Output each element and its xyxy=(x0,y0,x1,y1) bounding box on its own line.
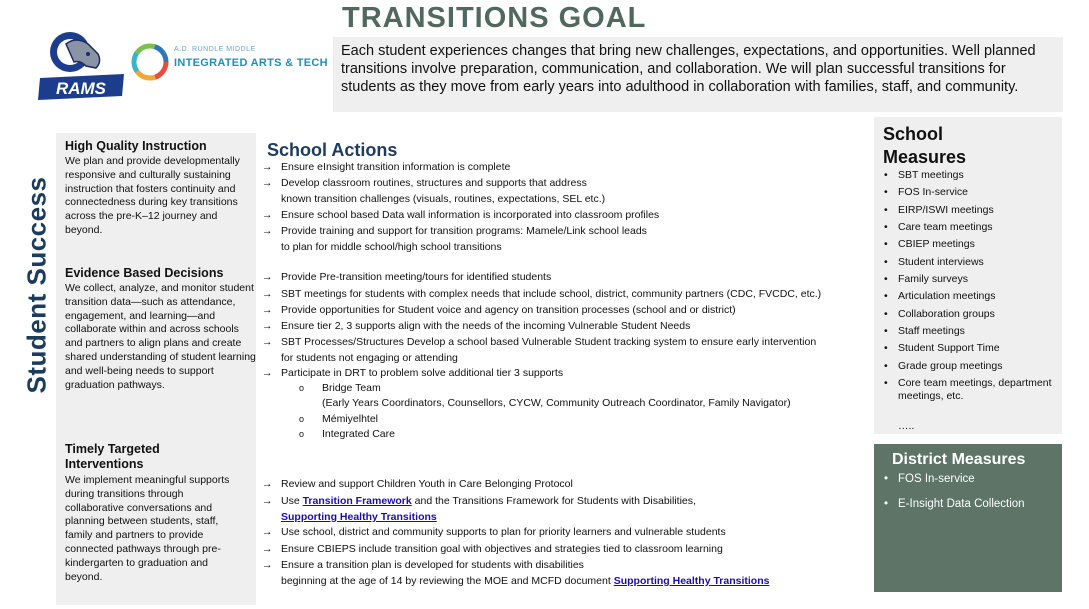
action-text-pre: beginning at the age of 14 by reviewing the MOE and MCFD document xyxy=(281,574,614,587)
school-measures-title-line2: Measures xyxy=(883,147,967,167)
school-logo-ring-icon xyxy=(130,42,170,82)
arrow-icon: → xyxy=(262,526,273,538)
arrow-icon: → xyxy=(262,367,273,379)
action-text-pre: Use xyxy=(281,495,303,507)
list-item-text: E-Insight Data Collection xyxy=(898,498,1025,510)
supporting-healthy-transitions-doc-link[interactable]: Supporting Healthy Transitions xyxy=(613,574,770,587)
intro-text: Each student experiences changes that bring new challenges, expectations, and opportunities. Well planned transitions involve preparation, communication, and collaboration. We will plan successful transitions for students as they move from early years into adulthood in collaboration with families, staff, and community. xyxy=(333,37,1063,112)
circle-bullet-icon: o xyxy=(299,383,305,393)
arrow-icon: → xyxy=(262,559,273,571)
section-heading: Evidence Based Decisions xyxy=(65,266,224,280)
school-measures-title-line1: School xyxy=(883,124,944,144)
side-title xyxy=(20,145,54,425)
bullet-icon: • xyxy=(884,359,888,372)
list-item xyxy=(884,497,1054,511)
bullet-icon: • xyxy=(884,307,888,320)
more-indicator: ….. xyxy=(898,420,915,432)
action-text: Use school, district and community supports to plan for priority learners and vulnerable students xyxy=(281,526,726,538)
sub-item-integrated-care xyxy=(299,427,395,443)
action-text: Ensure eInsight transition information is complete xyxy=(281,161,511,173)
arrow-icon: → xyxy=(262,288,273,300)
action-text-line2: to plan for middle school/high school transitions xyxy=(281,240,502,253)
sub-item-text: Integrated Care xyxy=(322,428,395,440)
action-item xyxy=(262,224,874,255)
transition-framework-link[interactable]: Transition Framework xyxy=(302,495,412,507)
side-title-text: Student Success xyxy=(21,176,52,394)
action-text: SBT Processes/Structures Develop a school based Vulnerable Student tracking system to ensure early intervention xyxy=(281,336,817,348)
bullet-icon: • xyxy=(884,342,888,355)
list-item-text: Care team meetings xyxy=(898,221,993,234)
list-item-text: Articulation meetings xyxy=(898,290,996,303)
school-logo-line1: A.D. RUNDLE MIDDLE xyxy=(174,46,256,53)
action-text-line2 xyxy=(281,510,874,526)
action-item xyxy=(262,542,874,558)
supporting-healthy-transitions-link[interactable]: Supporting Healthy Transitions xyxy=(281,510,437,523)
action-item xyxy=(262,287,874,303)
arrow-icon: → xyxy=(262,161,273,173)
list-item-text: Grade group meetings xyxy=(898,359,1003,372)
action-text: Participate in DRT to problem solve additional tier 3 supports xyxy=(281,367,564,379)
list-item-text: Core team meetings, department meetings, etc. xyxy=(898,377,1052,403)
list-item-text: Collaboration groups xyxy=(898,307,995,320)
arrow-icon: → xyxy=(262,209,273,221)
action-item xyxy=(262,335,874,366)
list-item xyxy=(884,290,1060,303)
list-item xyxy=(884,377,1060,403)
arrow-icon: → xyxy=(262,304,273,316)
sub-item-note: (Early Years Coordinators, Counsellors, CYCW, Community Outreach Coordinator, Family Navigator) xyxy=(322,397,791,409)
action-item xyxy=(262,558,874,589)
action-text: Ensure CBIEPS include transition goal with objectives and strategies tied to classroom learning xyxy=(281,543,723,555)
list-item xyxy=(884,325,1060,338)
action-text: Provide training and support for transition programs: Mamele/Link school leads xyxy=(281,225,647,237)
action-text-line2: for students not engaging or attending xyxy=(281,351,458,364)
school-measures-title xyxy=(883,123,966,169)
section-high-quality-instruction xyxy=(65,139,257,238)
action-text: Ensure a transition plan is developed for students with disabilities xyxy=(281,559,584,571)
list-item-text: EIRP/ISWI meetings xyxy=(898,203,994,216)
bullet-icon: • xyxy=(884,290,888,303)
bullet-icon: • xyxy=(884,169,888,181)
bullet-icon: • xyxy=(884,377,888,390)
sub-item-text: Mémiyelhtel xyxy=(322,413,379,425)
section-body: We collect, analyze, and monitor student transition data—such as attendance, engagement, and learning—and collaborate within and across schools and partners to align plans and create shared understanding of student learning and well-being needs to support graduation pathways. xyxy=(65,282,256,391)
action-text xyxy=(281,494,874,510)
section-timely-targeted-interventions xyxy=(65,442,215,472)
bullet-icon: • xyxy=(884,473,889,485)
school-measures-list xyxy=(884,169,1060,407)
section-timely-body-wrap xyxy=(65,473,245,584)
circle-bullet-icon: o xyxy=(299,429,305,439)
section-heading: High Quality Instruction xyxy=(65,139,207,153)
arrow-icon: → xyxy=(262,478,273,490)
section-heading: Timely Targeted Interventions xyxy=(65,442,160,471)
list-item-text: Family surveys xyxy=(898,273,969,286)
rams-logo-text: RAMS xyxy=(55,79,107,98)
list-item xyxy=(884,256,1060,269)
bullet-icon: • xyxy=(884,325,888,338)
arrow-icon: → xyxy=(262,271,273,283)
action-text-line2 xyxy=(281,574,874,590)
bullet-icon: • xyxy=(884,255,888,268)
action-text: Ensure tier 2, 3 supports align with the needs of the incoming Vulnerable Student Needs xyxy=(281,320,691,332)
bullet-icon: • xyxy=(884,273,888,286)
list-item xyxy=(884,186,1060,199)
action-text: Develop classroom routines, structures and supports that address xyxy=(281,177,587,189)
action-text-post: and the Transitions Framework for Students with Disabilities, xyxy=(411,495,696,507)
action-item xyxy=(262,494,874,525)
arrow-icon: → xyxy=(262,225,273,237)
action-item xyxy=(262,208,874,224)
school-logo-line2: INTEGRATED ARTS & TECH xyxy=(174,57,328,69)
district-measures-list xyxy=(884,472,1054,522)
list-item xyxy=(884,221,1060,234)
action-item xyxy=(262,176,874,207)
school-actions-title: School Actions xyxy=(267,140,398,160)
bullet-icon: • xyxy=(884,238,888,251)
list-item xyxy=(884,308,1060,321)
list-item xyxy=(884,169,1060,182)
bullet-icon: • xyxy=(884,221,888,234)
list-item xyxy=(884,472,1054,486)
action-item xyxy=(262,270,874,286)
circle-bullet-icon: o xyxy=(299,414,305,424)
list-item-text: FOS In-service xyxy=(898,473,975,485)
list-item xyxy=(884,238,1060,251)
action-text: Provide Pre-transition meeting/tours for identified students xyxy=(281,271,552,283)
school-measures-panel xyxy=(874,117,1062,434)
action-text-line2: known transition challenges (visuals, routines, expectations, SEL etc.) xyxy=(281,192,606,205)
list-item-text: Student interviews xyxy=(898,255,984,268)
sub-item-text: Bridge Team xyxy=(322,382,381,394)
action-item xyxy=(262,366,874,382)
action-text: Provide opportunities for Student voice and agency on transition processes (school and or district) xyxy=(281,304,736,316)
arrow-icon: → xyxy=(262,543,273,555)
list-item xyxy=(884,273,1060,286)
action-item xyxy=(262,160,874,176)
action-text: Review and support Children Youth in Care Belonging Protocol xyxy=(281,478,573,490)
arrow-icon: → xyxy=(262,320,273,332)
page-title: TRANSITIONS GOAL xyxy=(342,2,647,34)
action-text: Ensure school based Data wall information is incorporated into classroom profiles xyxy=(281,209,660,221)
section-evidence-based-decisions xyxy=(65,266,257,392)
action-item xyxy=(262,525,874,541)
rams-logo xyxy=(36,26,128,102)
district-measures-title: District Measures xyxy=(892,451,1026,468)
bullet-icon: • xyxy=(884,186,888,199)
school-logo xyxy=(130,40,328,88)
list-item xyxy=(884,342,1060,355)
arrow-icon: → xyxy=(262,177,273,189)
sub-item-memiyelhtel xyxy=(299,412,378,428)
arrow-icon: → xyxy=(262,495,273,507)
list-item-text: Student Support Time xyxy=(898,342,1000,355)
action-text: SBT meetings for students with complex needs that include school, district, community partners (CDC, FVCDC, etc.) xyxy=(281,288,822,300)
section-body: We implement meaningful supports during transitions through collaborative conversations and planning between students, staff, family and partners to provide connected pathways through pre-kindergarten to graduation and beyond. xyxy=(65,474,230,583)
list-item xyxy=(884,204,1060,217)
arrow-icon: → xyxy=(262,336,273,348)
action-item xyxy=(262,319,874,335)
list-item xyxy=(884,360,1060,373)
district-measures-panel xyxy=(874,444,1062,592)
list-item-text: CBIEP meetings xyxy=(898,238,975,251)
section-body: We plan and provide developmentally responsive and culturally sustaining instruction that fosters continuity and connectedness during key transitions across the pre-K–12 journey and beyond. xyxy=(65,155,240,236)
left-column xyxy=(56,133,256,605)
list-item-text: SBT meetings xyxy=(898,169,964,181)
list-item-text: Staff meetings xyxy=(898,325,965,338)
action-item xyxy=(262,477,874,493)
list-item-text: FOS In-service xyxy=(898,186,969,199)
action-item xyxy=(262,303,874,319)
bullet-icon: • xyxy=(884,203,888,216)
sub-item-bridge-team xyxy=(299,381,381,397)
bullet-icon: • xyxy=(884,498,889,510)
